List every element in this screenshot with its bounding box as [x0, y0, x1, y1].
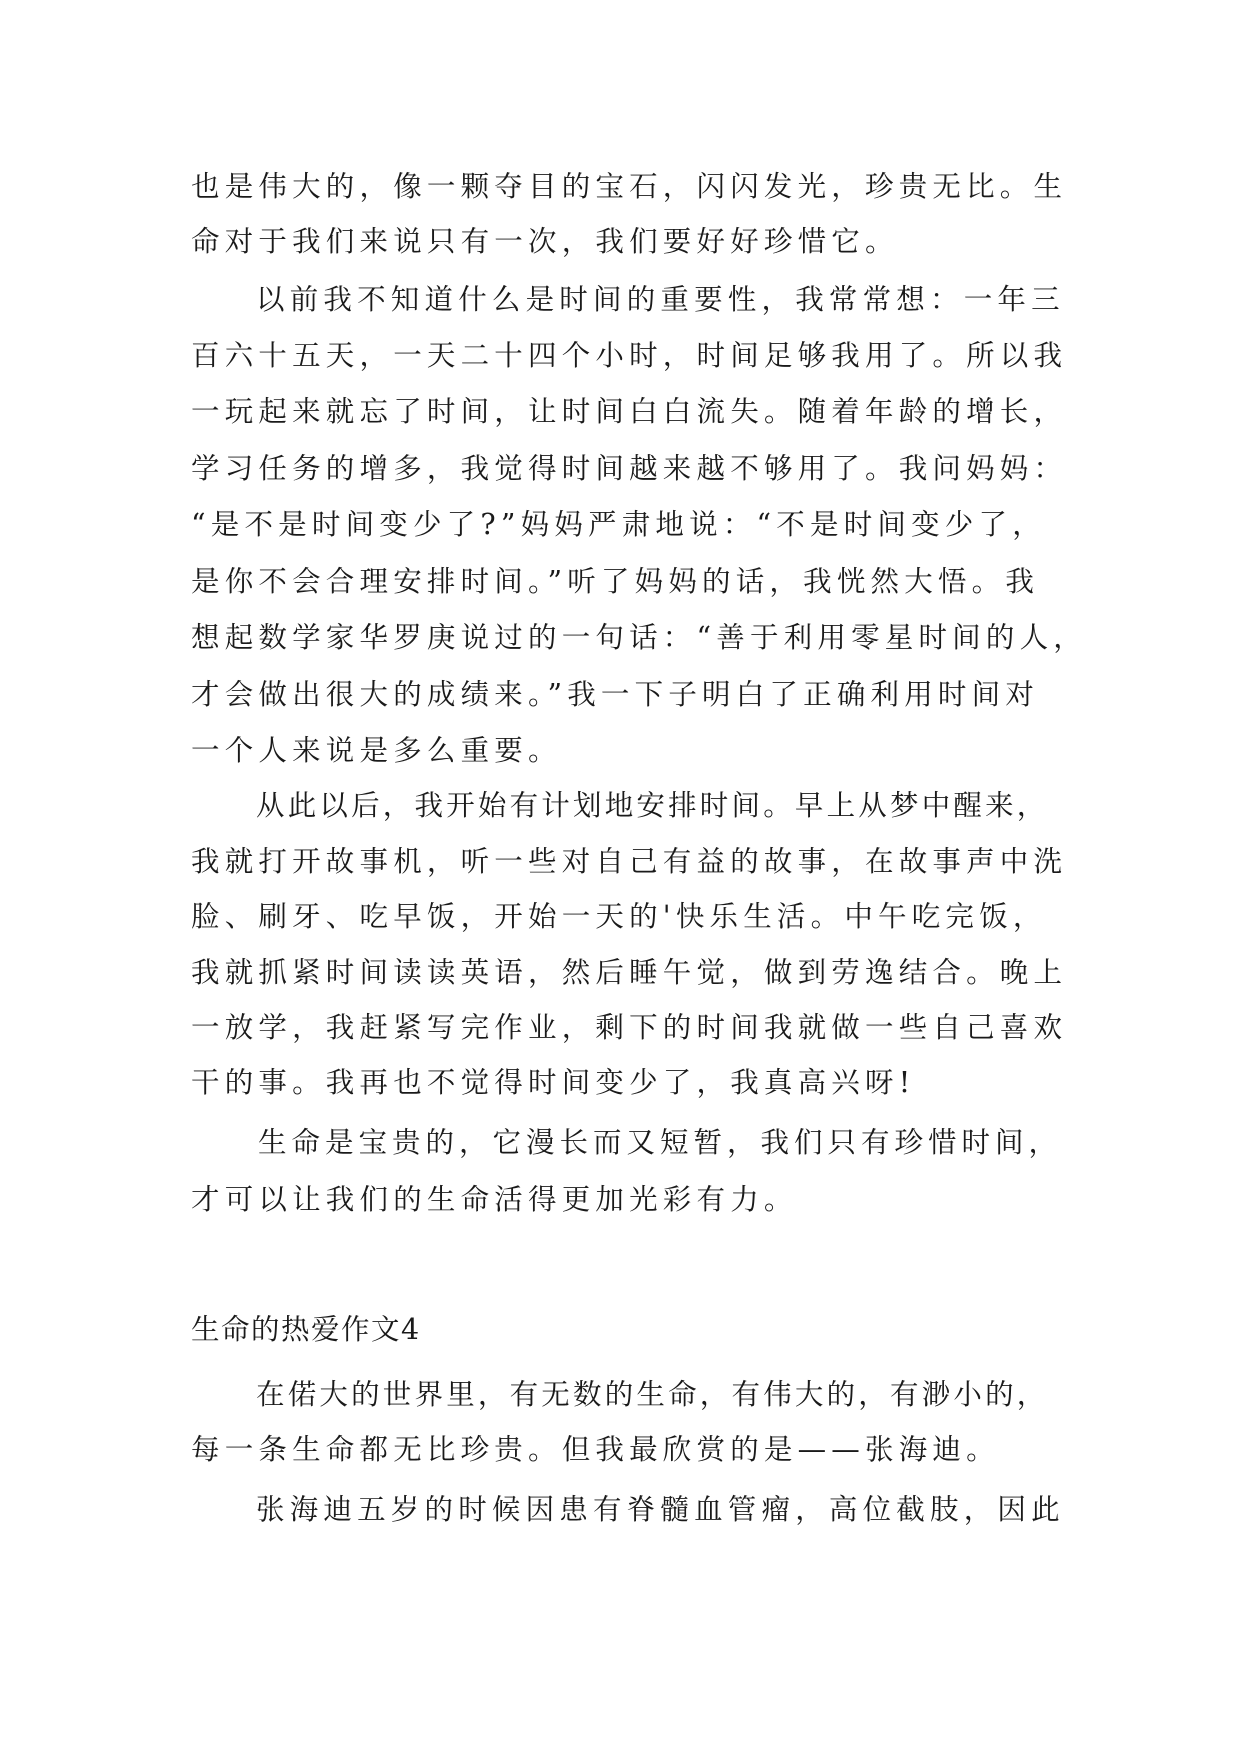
- paragraph-line: 我就打开故事机，听一些对自己有益的故事，在故事声中洗: [191, 845, 1068, 878]
- paragraph-line: 每一条生命都无比珍贵。但我最欣赏的是——张海迪。: [191, 1433, 1000, 1466]
- paragraph-line: 一玩起来就忘了时间，让时间白白流失。随着年龄的增长，: [191, 395, 1068, 428]
- paragraph-line: “是不是时间变少了?”妈妈严肃地说：“不是时间变少了，: [191, 508, 1046, 541]
- section-heading: 生命的热爱作文4: [191, 1313, 421, 1346]
- paragraph-line: 一个人来说是多么重要。: [191, 734, 562, 767]
- paragraph-line: 在偌大的世界里，有无数的生命，有伟大的，有渺小的，: [256, 1378, 1049, 1411]
- paragraph-line: 生命是宝贵的，它漫长而又短暂，我们只有珍惜时间，: [258, 1126, 1063, 1159]
- paragraph-line: 百六十五天，一天二十四个小时，时间足够我用了。所以我: [191, 339, 1068, 372]
- paragraph-line: 才可以让我们的生命活得更加光彩有力。: [191, 1183, 798, 1216]
- paragraph-line: 命对于我们来说只有一次，我们要好好珍惜它。: [191, 225, 899, 258]
- paragraph-line: 是你不会合理安排时间。”听了妈妈的话，我恍然大悟。我: [191, 565, 1040, 598]
- paragraph-line: 以前我不知道什么是时间的重要性，我常常想：一年三: [256, 283, 1065, 316]
- paragraph-line: 才会做出很大的成绩来。”我一下子明白了正确利用时间对: [191, 678, 1040, 711]
- paragraph-line: 想起数学家华罗庚说过的一句话：“善于利用零星时间的人，: [191, 621, 1087, 654]
- paragraph-line: 我就抓紧时间读读英语，然后睡午觉，做到劳逸结合。晚上: [191, 956, 1068, 989]
- paragraph-line: 脸、刷牙、吃早饭，开始一天的'快乐生活。中午吃完饭，: [191, 900, 1047, 933]
- paragraph-line: 从此以后，我开始有计划地安排时间。早上从梦中醒来，: [256, 789, 1049, 822]
- paragraph-line: 一放学，我赶紧写完作业，剩下的时间我就做一些自己喜欢: [191, 1011, 1068, 1044]
- paragraph-line: 干的事。我再也不觉得时间变少了，我真高兴呀!: [191, 1066, 916, 1099]
- paragraph-line: 学习任务的增多，我觉得时间越来越不够用了。我问妈妈：: [191, 452, 1068, 485]
- paragraph-line: 也是伟大的，像一颗夺目的宝石，闪闪发光，珍贵无比。生: [191, 170, 1068, 203]
- paragraph-line: 张海迪五岁的时候因患有脊髓血管瘤，高位截肢，因此: [256, 1493, 1065, 1526]
